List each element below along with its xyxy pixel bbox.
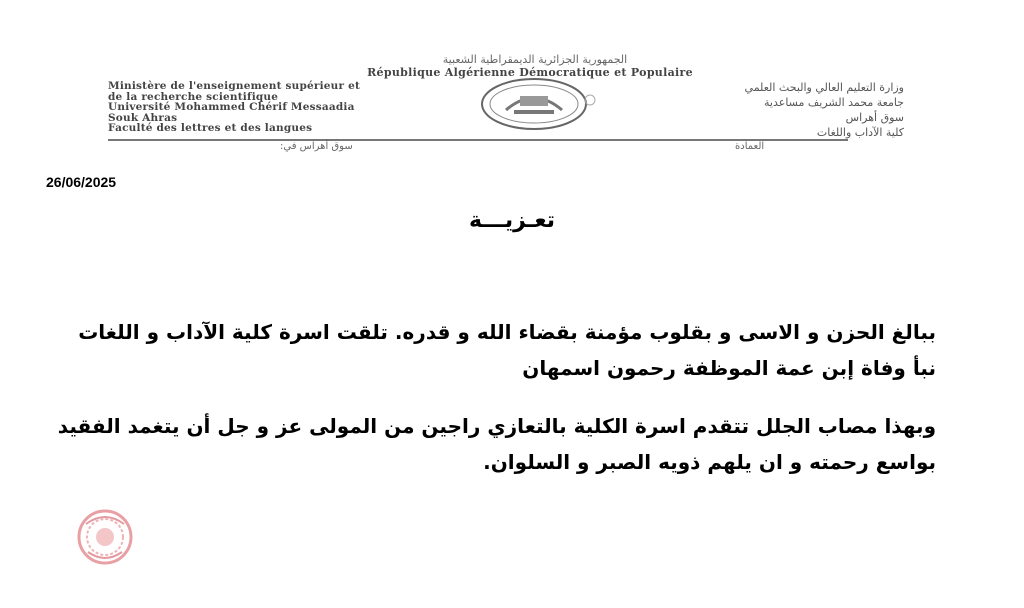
letterhead [0,0,1024,170]
paragraph-2-line-2: بواسع رحمته و ان يلهم ذويه الصبر و السلوان. [483,450,936,474]
university-logo-icon [478,76,598,132]
paragraph-2 [56,408,936,480]
letterhead-french-block [108,81,468,134]
city-fr: Souk Ahras [108,111,178,124]
paragraph-1-line-1: ببالغ الحزن و الاسى و بقلوب مؤمنة بقضاء الله و قدره. تلقت اسرة كلية الآداب و اللغات [78,320,936,344]
letterhead-arabic-block [604,80,904,140]
document-date: 26/06/2025 [46,174,117,190]
official-seal-icon [76,508,134,566]
faculty-ar: كلية الآداب واللغات [816,126,904,139]
paragraph-2-line-1: وبهذا مصاب الجلل تتقدم اسرة الكلية بالتعازي راجين من المولى عز و جل أن يتغمد الفقيد [57,414,936,438]
ministry-fr-line-1: Ministère de l'enseignement supérieur et [108,80,361,92]
faculty-fr: Faculté des lettres et des langues [108,122,313,134]
university-ar: جامعة محمد الشريف مساعدية [764,96,904,109]
ministry-ar: وزارة التعليم العالي والبحث العلمي [744,81,904,94]
document-title: تعـزيـــة [468,208,556,233]
republic-french: République Algérienne Démocratique et Populaire [367,66,693,79]
place-line: سوق أهراس في: [280,141,353,152]
city-ar: سوق أهراس [845,111,904,124]
ministry-fr-line-2: de la recherche scientifique [108,90,279,103]
paragraph-1 [56,314,936,386]
republic-arabic: الجمهورية الجزائرية الديمقراطية الشعبية [442,53,628,66]
paragraph-1-line-2: نبأ وفاة إبن عمة الموظفة رحمون اسمهان [522,356,936,380]
deanship-line: العمادة [735,141,765,152]
university-fr: Université Mohammed Chérif Messaadia [108,101,355,113]
